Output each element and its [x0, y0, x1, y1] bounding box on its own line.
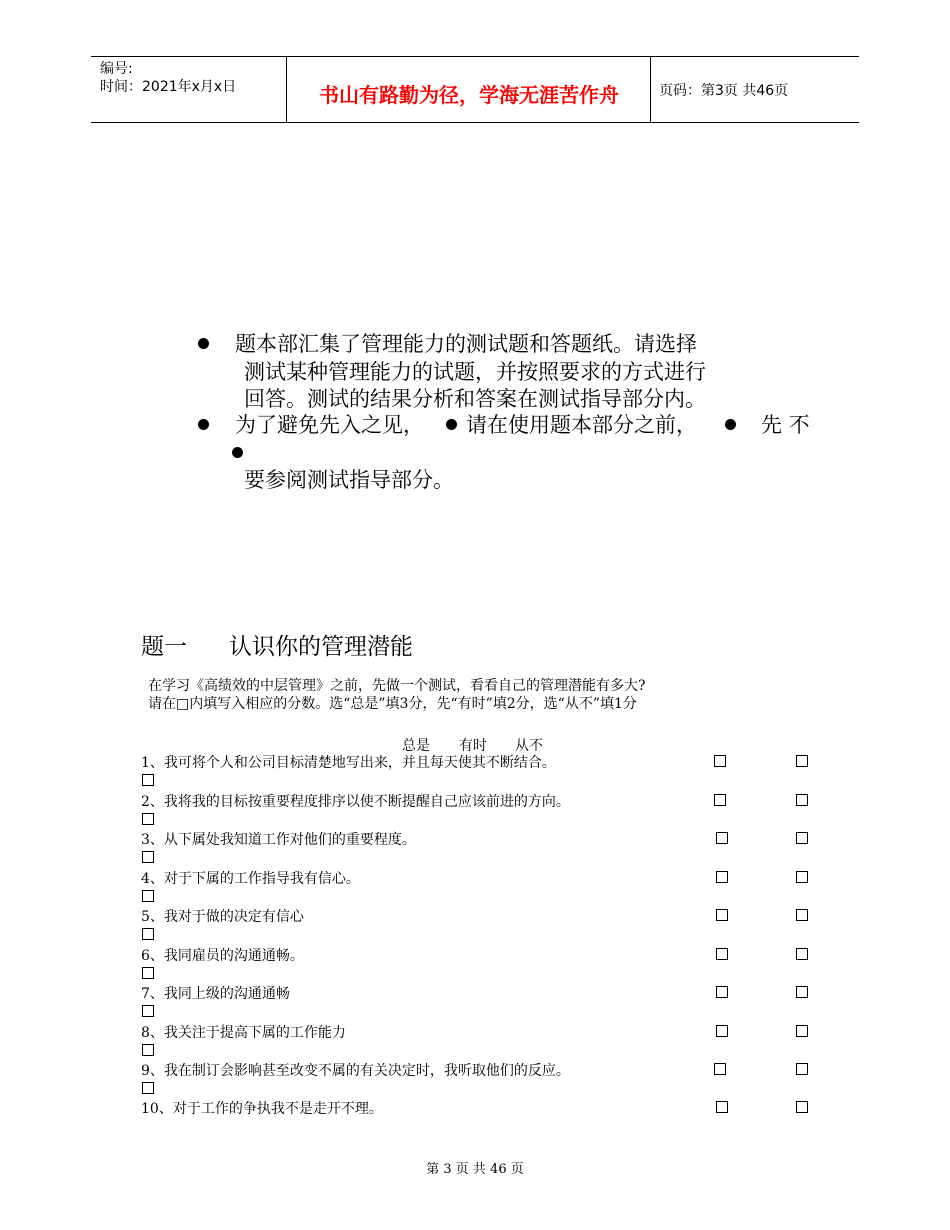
note-line-4a: 为了避免先入之见， — [235, 413, 424, 437]
time-label: 时间：2021年x月x日 — [100, 79, 237, 95]
section-intro-1: 在学习《高绩效的中层管理》之前，先做一个测试，看看自己的管理潜能有多大? — [148, 678, 646, 694]
bullet-icon — [232, 447, 243, 458]
answer-box[interactable] — [714, 755, 726, 767]
answer-box[interactable] — [142, 967, 154, 979]
answer-box[interactable] — [716, 986, 728, 998]
header-divider-left — [286, 57, 287, 122]
question-6: 6、我同雇员的沟通通畅。 — [141, 948, 304, 964]
answer-box[interactable] — [796, 871, 808, 883]
header-divider-right — [650, 57, 651, 122]
note-line-3: 回答。测试的结果分析和答案在测试指导部分内。 — [244, 387, 706, 411]
answer-box[interactable] — [796, 948, 808, 960]
question-10: 10、对于工作的争执我不是走开不理。 — [141, 1101, 383, 1117]
note-line-1: 题本部汇集了管理能力的测试题和答题纸。请选择 — [235, 332, 697, 356]
question-9: 9、我在制订会影响甚至改变不属的有关决定时，我听取他们的反应。 — [141, 1063, 570, 1079]
note-line-4c: 先 不 — [761, 413, 810, 437]
section-title: 认识你的管理潜能 — [229, 634, 413, 660]
page-info: 页码：第3页 共46页 — [659, 83, 789, 99]
answer-box[interactable] — [716, 871, 728, 883]
answer-box[interactable] — [142, 1082, 154, 1094]
answer-box[interactable] — [716, 1101, 728, 1113]
question-4: 4、对于下属的工作指导我有信心。 — [141, 871, 360, 887]
answer-box[interactable] — [796, 832, 808, 844]
answer-box[interactable] — [796, 1101, 808, 1113]
section-intro-2: 请在□内填写入相应的分数。选“总是”填3分，先“有时”填2分，选“从不”填1分 — [148, 696, 637, 712]
answer-box[interactable] — [796, 794, 808, 806]
answer-box[interactable] — [142, 928, 154, 940]
serial-label: 编号: — [100, 61, 133, 77]
answer-box[interactable] — [796, 909, 808, 921]
bullet-icon — [198, 338, 209, 349]
bullet-icon — [198, 419, 209, 430]
question-8: 8、我关注于提高下属的工作能力 — [141, 1025, 346, 1041]
answer-box[interactable] — [716, 948, 728, 960]
header-bottom-border — [91, 122, 859, 123]
answer-box[interactable] — [716, 909, 728, 921]
section-number: 题一 — [141, 634, 187, 660]
answer-box[interactable] — [142, 1005, 154, 1017]
answer-box[interactable] — [796, 986, 808, 998]
note-line-2: 测试某种管理能力的试题，并按照要求的方式进行 — [244, 360, 706, 384]
answer-box[interactable] — [714, 1063, 726, 1075]
answer-box[interactable] — [714, 794, 726, 806]
bullet-icon — [446, 419, 457, 430]
answer-box[interactable] — [142, 890, 154, 902]
answer-box[interactable] — [142, 813, 154, 825]
answer-box[interactable] — [142, 1044, 154, 1056]
header-top-border — [91, 56, 859, 57]
answer-box[interactable] — [142, 774, 154, 786]
answer-box[interactable] — [796, 1063, 808, 1075]
question-1: 1、我可将个人和公司目标清楚地写出来，并且每天使其不断结合。 — [141, 755, 556, 771]
bullet-icon — [725, 419, 736, 430]
note-line-5: 要参阅测试指导部分。 — [244, 468, 454, 492]
question-7: 7、我同上级的沟通通畅 — [141, 986, 290, 1002]
column-never: 从不 — [515, 738, 543, 754]
answer-box[interactable] — [796, 1025, 808, 1037]
page-footer: 第 3 页 共 46 页 — [426, 1162, 524, 1177]
answer-box[interactable] — [716, 832, 728, 844]
note-line-4b: 请在使用题本部分之前， — [466, 413, 697, 437]
column-always: 总是 — [402, 738, 430, 754]
answer-box[interactable] — [796, 755, 808, 767]
answer-box[interactable] — [716, 1025, 728, 1037]
question-5: 5、我对于做的决定有信心 — [141, 909, 304, 925]
answer-box[interactable] — [142, 851, 154, 863]
column-sometimes: 有时 — [459, 738, 487, 754]
question-2: 2、我将我的目标按重要程度排序以使不断提醒自己应该前进的方向。 — [141, 794, 570, 810]
question-3: 3、从下属处我知道工作对他们的重要程度。 — [141, 832, 416, 848]
motto: 书山有路勤为径，学海无涯苦作舟 — [319, 83, 619, 107]
